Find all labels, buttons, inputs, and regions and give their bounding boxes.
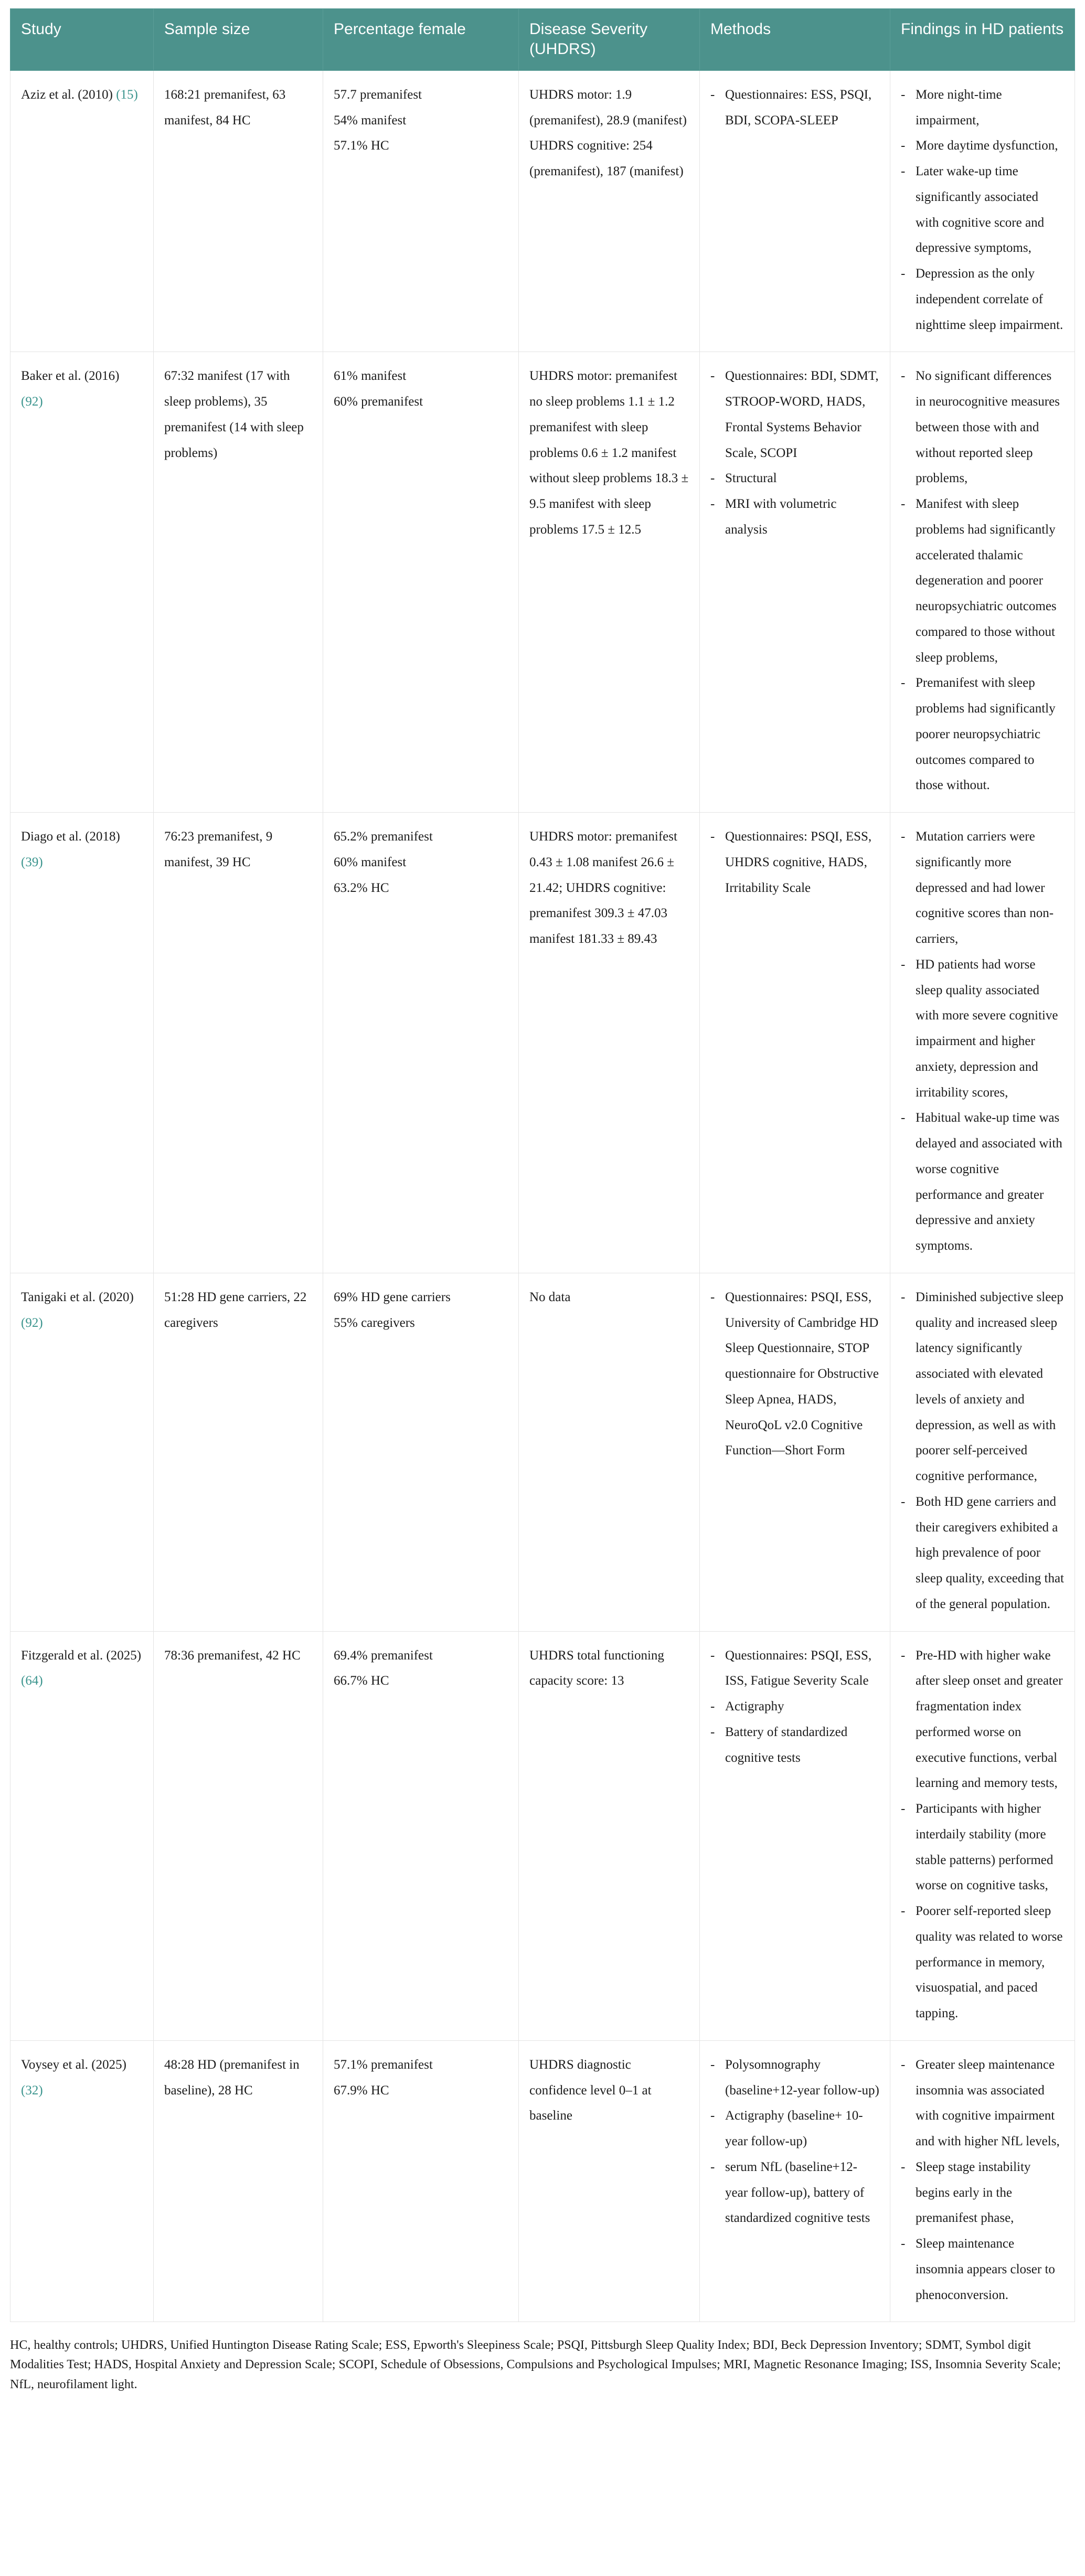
finding-item: [901, 670, 1064, 799]
finding-item: [901, 2052, 1064, 2155]
dash-bullet: -: [901, 2057, 906, 2072]
dash-bullet: -: [901, 139, 906, 153]
col-header-sample-size: Sample size: [154, 9, 323, 71]
percentage-line: 63.2% HC: [334, 880, 389, 895]
finding-item: [901, 492, 1064, 670]
percentage-line: 69% HD gene carriers: [334, 1290, 451, 1304]
finding-item: [901, 364, 1064, 492]
percentage-line: 55% caregivers: [334, 1315, 415, 1330]
sample-size-cell: 48:28 HD (premanifest in baseline), 28 HC: [154, 2040, 323, 2322]
findings-cell: [890, 2040, 1075, 2322]
severity-cell: [519, 2040, 700, 2322]
finding-item: [901, 159, 1064, 261]
methods-cell: [700, 70, 890, 352]
severity-cell: [519, 352, 700, 813]
studies-table: [10, 8, 1075, 2322]
table-row: [10, 2040, 1075, 2322]
table-header: [10, 9, 1075, 71]
dash-bullet: -: [901, 2159, 906, 2174]
methods-cell: [700, 1273, 890, 1631]
severity-line: UHDRS motor: 1.9 (premanifest), 28.9 (manifest): [529, 87, 687, 127]
method-item: [710, 2155, 879, 2231]
finding-item-text: Poorer self-reported sleep quality was related to worse performance in memory, visuospatial, and paced tapping.: [916, 1904, 1063, 2021]
finding-item: [901, 1796, 1064, 1899]
finding-item: [901, 824, 1064, 952]
dash-bullet: -: [901, 369, 906, 384]
severity-line: UHDRS cognitive: 254 (premanifest), 187 (manifest): [529, 139, 684, 179]
dash-bullet: -: [901, 1494, 906, 1509]
percentage-line: 60% manifest: [334, 855, 407, 869]
finding-item-text: Sleep stage instability begins early in the premanifest phase,: [916, 2159, 1031, 2226]
method-item-text: Questionnaires: PSQI, ESS, ISS, Fatigue Severity Scale: [725, 1648, 872, 1688]
findings-cell: [890, 70, 1075, 352]
percentage-female-cell: [323, 1631, 519, 2040]
citation-link[interactable]: (39): [21, 855, 43, 869]
sample-size-cell: 76:23 premanifest, 9 manifest, 39 HC: [154, 813, 323, 1273]
study-name: Fitzgerald et al. (2025): [21, 1648, 142, 1663]
dash-bullet: -: [710, 1648, 715, 1663]
method-item-text: Actigraphy (baseline+ 10-year follow-up): [725, 2109, 863, 2149]
percentage-line: 67.9% HC: [334, 2083, 389, 2098]
table-row: [10, 813, 1075, 1273]
finding-item: [901, 82, 1064, 134]
finding-item-text: Greater sleep maintenance insomnia was associated with cognitive impairment and with higher NfL levels,: [916, 2057, 1060, 2149]
dash-bullet: -: [710, 2159, 715, 2174]
dash-bullet: -: [901, 1290, 906, 1304]
study-cell: [10, 1631, 154, 2040]
finding-item: [901, 1285, 1064, 1489]
percentage-female-cell: [323, 813, 519, 1273]
severity-cell: [519, 1273, 700, 1631]
finding-item: [901, 261, 1064, 338]
citation-link[interactable]: (15): [116, 87, 138, 102]
dash-bullet: -: [710, 87, 715, 102]
findings-cell: [890, 813, 1075, 1273]
findings-cell: [890, 352, 1075, 813]
percentage-line: 60% premanifest: [334, 395, 423, 409]
col-header-percentage-female: Percentage female: [323, 9, 519, 71]
dash-bullet: -: [901, 2237, 906, 2251]
percentage-line: 61% manifest: [334, 369, 407, 384]
percentage-female-cell: [323, 1273, 519, 1631]
severity-line: UHDRS diagnostic confidence level 0–1 at baseline: [529, 2057, 652, 2123]
col-header-disease-severity: Disease Severity (UHDRS): [519, 9, 700, 71]
method-item: [710, 492, 879, 543]
col-header-study: Study: [10, 9, 154, 71]
sample-size-cell: 51:28 HD gene carriers, 22 caregivers: [154, 1273, 323, 1631]
dash-bullet: -: [710, 2109, 715, 2123]
dash-bullet: -: [901, 676, 906, 690]
percentage-line: 57.1% premanifest: [334, 2057, 433, 2072]
study-name: Voysey et al. (2025): [21, 2057, 126, 2072]
methods-cell: [700, 352, 890, 813]
method-item: [710, 1285, 879, 1464]
table-row: [10, 1631, 1075, 2040]
sample-size-cell: 168:21 premanifest, 63 manifest, 84 HC: [154, 70, 323, 352]
finding-item: [901, 1899, 1064, 2027]
finding-item-text: More night-time impairment,: [916, 87, 1002, 127]
finding-item-text: Later wake-up time significantly associated with cognitive score and depressive symptoms,: [916, 164, 1045, 256]
method-item-text: Questionnaires: ESS, PSQI, BDI, SCOPA-SLEEP: [725, 87, 872, 127]
finding-item-text: Both HD gene carriers and their caregivers exhibited a high prevalence of poor sleep quality, exceeding that of the general population.: [916, 1494, 1064, 1611]
severity-cell: [519, 70, 700, 352]
finding-item: [901, 2231, 1064, 2308]
citation-link[interactable]: (64): [21, 1674, 43, 1688]
sample-size-cell: 67:32 manifest (17 with sleep problems), 35 premanifest (14 with sleep problems): [154, 352, 323, 813]
finding-item-text: Sleep maintenance insomnia appears closer to phenoconversion.: [916, 2237, 1055, 2302]
finding-item-text: Manifest with sleep problems had significantly accelerated thalamic degeneration and poorer neuropsychiatric outcomes compared to those without sleep problems,: [916, 497, 1057, 665]
percentage-line: 66.7% HC: [334, 1674, 389, 1688]
dash-bullet: -: [901, 1904, 906, 1919]
method-item-text: Questionnaires: PSQI, ESS, UHDRS cognitive, HADS, Irritability Scale: [725, 829, 872, 895]
finding-item-text: More daytime dysfunction,: [916, 139, 1058, 153]
dash-bullet: -: [901, 957, 906, 972]
study-name: Tanigaki et al. (2020): [21, 1290, 134, 1304]
method-item: [710, 82, 879, 134]
dash-bullet: -: [710, 2057, 715, 2072]
findings-cell: [890, 1631, 1075, 2040]
method-item-text: Questionnaires: BDI, SDMT, STROOP-WORD, HADS, Frontal Systems Behavior Scale, SCOPI: [725, 369, 879, 460]
finding-item: [901, 952, 1064, 1106]
finding-item-text: Depression as the only independent correlate of nighttime sleep impairment.: [916, 267, 1063, 332]
method-item-text: Structural: [725, 471, 777, 486]
table-row: [10, 352, 1075, 813]
citation-link[interactable]: (92): [21, 1315, 43, 1330]
method-item: [710, 2052, 879, 2104]
finding-item: [901, 1105, 1064, 1259]
finding-item: [901, 1643, 1064, 1797]
dash-bullet: -: [710, 497, 715, 512]
method-item: [710, 364, 879, 466]
method-item: [710, 2103, 879, 2155]
table-body: [10, 70, 1075, 2322]
study-cell: [10, 1273, 154, 1631]
percentage-line: 54% manifest: [334, 113, 407, 127]
dash-bullet: -: [901, 267, 906, 281]
finding-item-text: Pre-HD with higher wake after sleep onset and greater fragmentation index performed worse on executive functions, verbal learning and memory tests,: [916, 1648, 1063, 1791]
dash-bullet: -: [901, 1802, 906, 1816]
severity-cell: [519, 813, 700, 1273]
dash-bullet: -: [710, 1290, 715, 1304]
methods-cell: [700, 2040, 890, 2322]
method-item-text: serum NfL (baseline+12-year follow-up), battery of standardized cognitive tests: [725, 2159, 870, 2226]
sample-size-cell: 78:36 premanifest, 42 HC: [154, 1631, 323, 2040]
method-item-text: MRI with volumetric analysis: [725, 497, 837, 537]
study-cell: [10, 813, 154, 1273]
finding-item-text: No significant differences in neurocognitive measures between those with and without reported sleep problems,: [916, 369, 1060, 486]
table-row: [10, 1273, 1075, 1631]
methods-cell: [700, 813, 890, 1273]
table-row: [10, 70, 1075, 352]
dash-bullet: -: [901, 164, 906, 179]
finding-item-text: Premanifest with sleep problems had significantly poorer neuropsychiatric outcomes compared to those without.: [916, 676, 1056, 793]
severity-line: UHDRS total functioning capacity score: 13: [529, 1648, 664, 1688]
percentage-female-cell: [323, 70, 519, 352]
dash-bullet: -: [901, 497, 906, 512]
percentage-line: 69.4% premanifest: [334, 1648, 433, 1663]
table-footnote: HC, healthy controls; UHDRS, Unified Huntington Disease Rating Scale; ESS, Epworth's Sleepiness Scale; PSQI, Pittsburgh Sleep Quality Index; BDI, Beck Depression Inventory; SDMT, Symbol digit Modalities Test; HADS, Hospital Anxiety and Depression Scale; SCOPI, Schedule of Obsessions, Compulsions and Psychological Impulses; MRI, Magnetic Resonance Imaging; ISS, Insomnia Severity Scale; NfL, neurofilament light.: [10, 2338, 1061, 2391]
percentage-female-cell: [323, 352, 519, 813]
percentage-female-cell: [323, 2040, 519, 2322]
finding-item-text: Diminished subjective sleep quality and increased sleep latency significantly associated with elevated levels of anxiety and depression, as well as with poorer self-perceived cognitive performance,: [916, 1290, 1063, 1484]
finding-item-text: Habitual wake-up time was delayed and associated with worse cognitive performance and greater depressive and anxiety symptoms.: [916, 1111, 1062, 1253]
header-row: [10, 9, 1075, 71]
percentage-line: 57.1% HC: [334, 139, 389, 153]
severity-line: UHDRS motor: premanifest 0.43 ± 1.08 manifest 26.6 ± 21.42; UHDRS cognitive: premanifest 309.3 ± 47.03 manifest 181.33 ± 89.43: [529, 829, 677, 946]
finding-item-text: HD patients had worse sleep quality associated with more severe cognitive impairment and higher anxiety, depression and irritability scores,: [916, 957, 1058, 1100]
method-item-text: Questionnaires: PSQI, ESS, University of Cambridge HD Sleep Questionnaire, STOP questionnaire for Obstructive Sleep Apnea, HADS, NeuroQoL v2.0 Cognitive Function—Short Form: [725, 1290, 879, 1458]
method-item-text: Actigraphy: [725, 1699, 784, 1714]
col-header-findings: Findings in HD patients: [890, 9, 1075, 71]
severity-line: No data: [529, 1290, 571, 1304]
dash-bullet: -: [901, 87, 906, 102]
dash-bullet: -: [710, 829, 715, 844]
finding-item-text: Participants with higher interdaily stability (more stable patterns) performed worse on cognitive tasks,: [916, 1802, 1054, 1893]
method-item: [710, 1720, 879, 1771]
study-cell: [10, 2040, 154, 2322]
method-item: [710, 466, 879, 492]
dash-bullet: -: [901, 1111, 906, 1125]
method-item-text: Polysomnography (baseline+12-year follow-up): [725, 2057, 879, 2098]
col-header-methods: Methods: [700, 9, 890, 71]
method-item: [710, 824, 879, 901]
percentage-line: 57.7 premanifest: [334, 87, 422, 102]
finding-item: [901, 2155, 1064, 2231]
finding-item: [901, 133, 1064, 159]
study-name: Baker et al. (2016): [21, 369, 120, 384]
findings-cell: [890, 1273, 1075, 1631]
method-item-text: Battery of standardized cognitive tests: [725, 1725, 848, 1765]
method-item: [710, 1643, 879, 1695]
percentage-line: 65.2% premanifest: [334, 829, 433, 844]
citation-link[interactable]: (92): [21, 395, 43, 409]
dash-bullet: -: [901, 1648, 906, 1663]
finding-item: [901, 1489, 1064, 1617]
severity-line: UHDRS motor: premanifest no sleep problems 1.1 ± 1.2 premanifest with sleep problems 0.6 ± 1.2 manifest without sleep problems 18.3 ± 9.5 manifest with sleep problems 17.5 ± 12.5: [529, 369, 689, 537]
citation-link[interactable]: (32): [21, 2083, 43, 2098]
dash-bullet: -: [710, 1725, 715, 1739]
dash-bullet: -: [710, 471, 715, 486]
dash-bullet: -: [901, 829, 906, 844]
study-name: Aziz et al. (2010): [21, 87, 116, 102]
study-cell: [10, 70, 154, 352]
dash-bullet: -: [710, 1699, 715, 1714]
severity-cell: [519, 1631, 700, 2040]
dash-bullet: -: [710, 369, 715, 384]
finding-item-text: Mutation carriers were significantly more depressed and had lower cognitive scores than non-carriers,: [916, 829, 1054, 946]
method-item: [710, 1694, 879, 1720]
methods-cell: [700, 1631, 890, 2040]
study-name: Diago et al. (2018): [21, 829, 120, 844]
study-cell: [10, 352, 154, 813]
